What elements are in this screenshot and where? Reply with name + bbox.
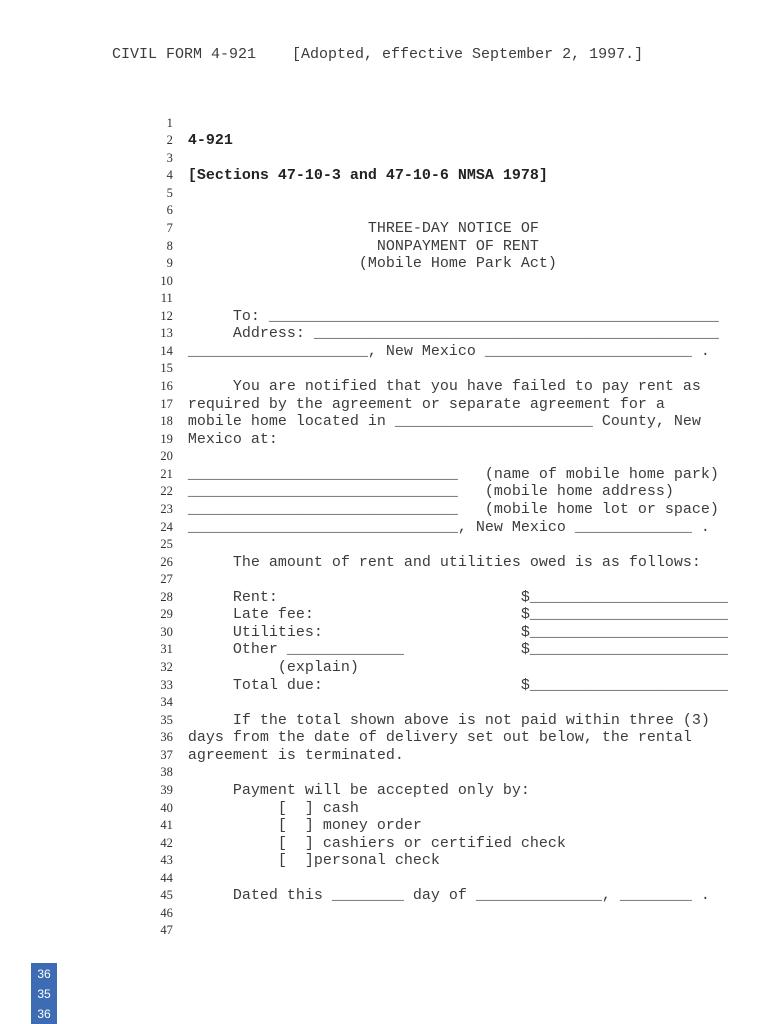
line-text: Late fee: $______________________ <box>187 606 728 624</box>
line-text: The amount of rent and utilities owed is as follows: <box>187 553 701 571</box>
line-number: 22 <box>160 484 173 499</box>
line-number: 41 <box>160 818 173 833</box>
line-number: 32 <box>160 660 173 674</box>
line-text: 4-921 <box>187 132 233 150</box>
line-text: If the total shown above is not paid within three (3) <box>187 711 710 729</box>
line-number: 23 <box>160 501 173 516</box>
line-number: 14 <box>160 343 173 358</box>
line-number: 8 <box>166 238 173 253</box>
line-text: You are notified that you have failed to pay rent as <box>187 378 701 395</box>
line-text: [ ] cashiers or certified check <box>187 834 566 852</box>
line-number: 47 <box>160 923 173 938</box>
page-indicator-badge <box>31 963 57 1024</box>
line-text: Total due: $______________________ <box>187 676 728 694</box>
document-line <box>0 97 770 130</box>
line-text: ______________________________, New Mexico _____________ . <box>187 518 710 536</box>
line-text: mobile home located in ______________________ County, New <box>187 413 701 431</box>
line-number: 2 <box>166 133 173 148</box>
line-text: (Mobile Home Park Act) <box>187 255 557 273</box>
line-number: 43 <box>160 853 173 868</box>
line-text: agreement is terminated. <box>187 746 404 764</box>
badge-number: 36 <box>37 966 51 981</box>
line-number: 4 <box>166 168 173 183</box>
line-number: 3 <box>166 150 173 165</box>
line-number: 17 <box>160 396 173 411</box>
line-number: 6 <box>166 203 173 218</box>
form-title-header: CIVIL FORM 4-921 [Adopted, effective September 2, 1997.] <box>112 46 644 63</box>
line-number: 28 <box>160 589 173 604</box>
line-text: ______________________________ (name of mobile home park) <box>187 465 719 483</box>
line-number: 16 <box>160 379 173 393</box>
line-text: days from the date of delivery set out below, the rental <box>187 729 692 747</box>
line-text: THREE-DAY NOTICE OF <box>187 219 539 237</box>
line-text: Dated this ________ day of ______________, ________ . <box>187 887 710 905</box>
line-text: Other _____________ $______________________ <box>187 641 728 659</box>
line-number: 12 <box>160 308 173 323</box>
line-text: [Sections 47-10-3 and 47-10-6 NMSA 1978] <box>187 167 548 185</box>
line-text: To: __________________________________________________ <box>187 307 719 325</box>
line-number: 42 <box>160 835 173 850</box>
line-text: Payment will be accepted only by: <box>187 781 530 799</box>
badge-number: 36 <box>37 1006 51 1021</box>
line-number: 26 <box>160 554 173 569</box>
line-text: [ ] money order <box>187 817 422 835</box>
line-number: 46 <box>160 905 173 920</box>
line-number: 21 <box>160 466 173 481</box>
line-number: 37 <box>160 747 173 762</box>
line-number: 15 <box>160 361 173 376</box>
document-body <box>0 97 770 938</box>
line-text: Utilities: $______________________ <box>187 623 728 641</box>
line-number: 44 <box>160 870 173 885</box>
line-number: 24 <box>160 519 173 534</box>
line-number: 19 <box>160 431 173 446</box>
line-text: Address: _____________________________________________ <box>187 325 719 343</box>
line-text: required by the agreement or separate agreement for a <box>187 395 665 413</box>
line-number: 9 <box>166 256 173 271</box>
line-text: Mexico at: <box>187 430 278 448</box>
line-number: 35 <box>160 712 173 727</box>
line-number: 20 <box>160 449 173 464</box>
line-number: 45 <box>160 888 173 903</box>
line-text: ____________________, New Mexico _______________________ . <box>187 342 710 360</box>
line-number: 38 <box>160 765 173 780</box>
line-number: 18 <box>160 414 173 429</box>
line-number: 39 <box>160 782 173 797</box>
line-number: 29 <box>160 607 173 622</box>
line-text: ______________________________ (mobile home lot or space) <box>187 500 719 518</box>
line-number: 40 <box>160 800 173 815</box>
line-text: [ ]personal check <box>187 852 440 870</box>
line-number: 31 <box>160 642 173 657</box>
line-text: ______________________________ (mobile home address) <box>187 483 674 501</box>
line-number: 36 <box>160 730 173 745</box>
line-number: 27 <box>160 572 173 587</box>
line-number: 7 <box>166 220 173 235</box>
line-number: 30 <box>160 624 173 639</box>
badge-number-list <box>37 964 50 1024</box>
document-lines-list <box>0 97 770 938</box>
line-number: 13 <box>160 326 173 341</box>
line-number: 34 <box>160 695 173 710</box>
line-text: Rent: $______________________ <box>187 588 728 606</box>
badge-number: 35 <box>37 986 51 1001</box>
line-number: 1 <box>166 115 173 130</box>
line-number: 33 <box>160 677 173 692</box>
line-number: 10 <box>160 273 173 288</box>
line-number: 5 <box>166 185 173 200</box>
line-number: 25 <box>160 537 173 552</box>
line-text: (explain) <box>187 659 359 676</box>
line-text: [ ] cash <box>187 799 359 817</box>
line-number: 11 <box>160 291 173 306</box>
line-text: NONPAYMENT OF RENT <box>187 237 539 255</box>
